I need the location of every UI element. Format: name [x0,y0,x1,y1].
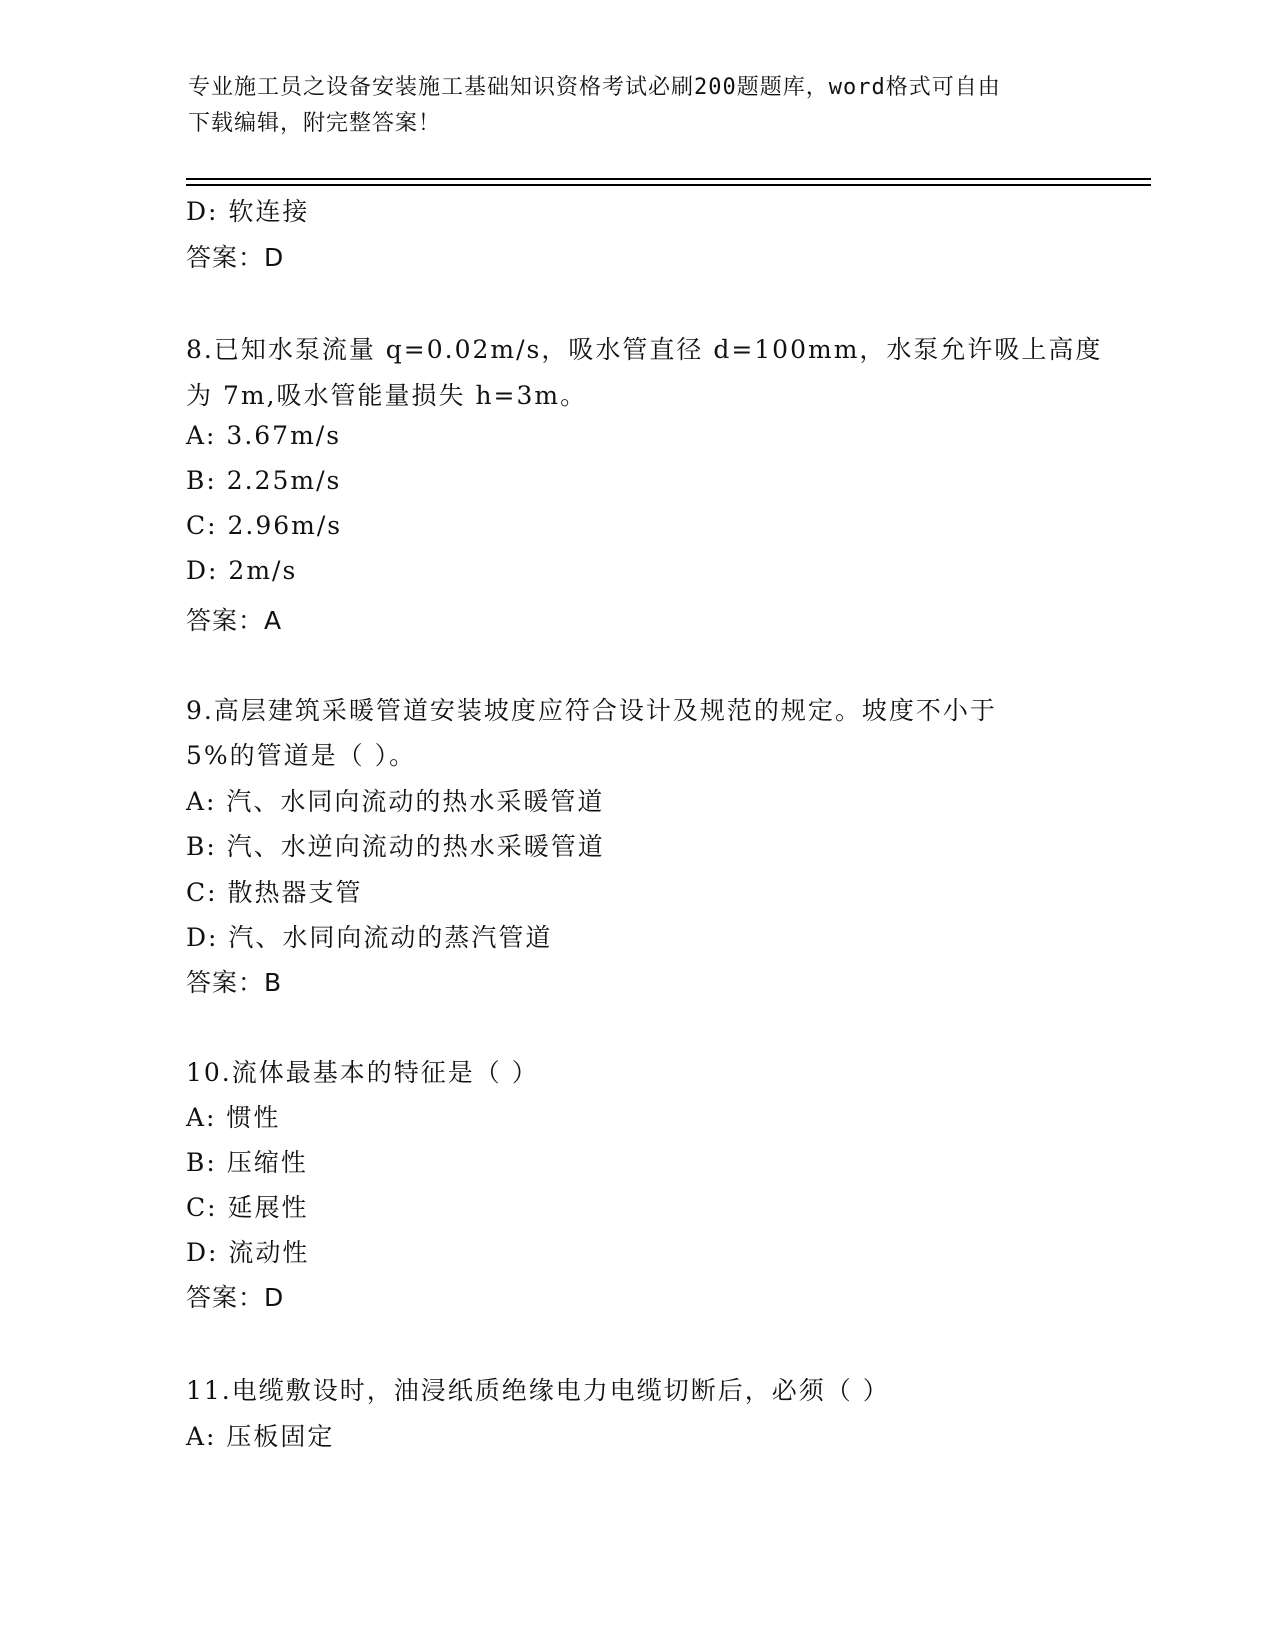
header-rule-bottom [186,184,1151,186]
q9-option-a: A: 汽、水同向流动的热水采暖管道 [186,787,605,816]
q9-stem-line1: 9.高层建筑采暖管道安装坡度应符合设计及规范的规定。坡度不小于 [186,696,997,725]
header-title-line1: 专业施工员之设备安装施工基础知识资格考试必刷200题题库，word格式可自由 [188,75,1001,100]
q10-option-c: C: 延展性 [186,1193,309,1222]
q9-stem-line2: 5%的管道是（ ）。 [186,741,417,770]
q8-option-a: A: 3.67m/s [186,421,342,450]
header-rule-top [186,178,1151,180]
q9-option-b: B: 汽、水逆向流动的热水采暖管道 [186,832,605,861]
q10-option-a: A: 惯性 [186,1103,281,1132]
q9-option-c: C: 散热器支管 [186,878,363,907]
q8-option-d: D: 2m/s [186,556,298,585]
q8-stem-line2: 为 7m,吸水管能量损失 h=3m。 [186,381,588,410]
q8-option-c: C: 2.96m/s [186,511,343,540]
q8-option-b: B: 2.25m/s [186,466,342,495]
q8-stem-line1: 8.已知水泵流量 q=0.02m/s，吸水管直径 d=100mm，水泵允许吸上高度 [186,335,1103,364]
q11-stem-line1: 11.电缆敷设时，油浸纸质绝缘电力电缆切断后，必须（ ） [186,1376,890,1405]
header-title-line2: 下载编辑，附完整答案！ [188,111,442,136]
q10-answer: 答案：D [186,1283,285,1312]
prev-option-d: D: 软连接 [186,197,310,226]
q9-answer: 答案：B [186,968,283,997]
q8-answer: 答案：A [186,606,283,635]
q11-option-a: A: 压板固定 [186,1422,335,1451]
prev-answer: 答案：D [186,243,285,272]
q10-option-d: D: 流动性 [186,1238,310,1267]
document-header [188,70,1088,142]
q10-stem-line1: 10.流体最基本的特征是（ ） [186,1058,539,1087]
q10-option-b: B: 压缩性 [186,1148,308,1177]
q9-option-d: D: 汽、水同向流动的蒸汽管道 [186,923,553,952]
